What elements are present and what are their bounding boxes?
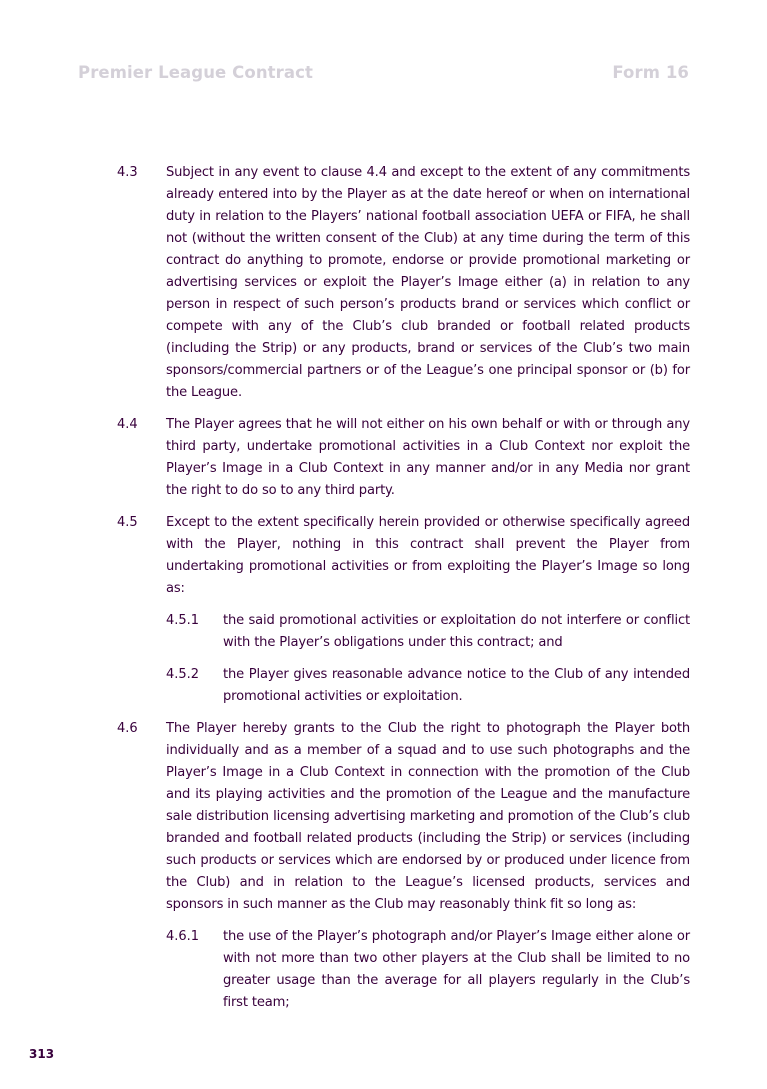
clause-number: 4.3 — [117, 165, 138, 180]
subclause-4-5-2 — [166, 664, 690, 708]
form-number: Form 16 — [612, 63, 689, 82]
subclause-text: the Player gives reasonable advance notice to the Club of any intended promotional activities or exploitation. — [223, 667, 690, 704]
clause-text: Subject in any event to clause 4.4 and except to the extent of any commitments already entered into by the Player as at the date hereof or when on international duty in relation to the Players’ national football association UEFA or FIFA, he shall not (without the written consent of the Club) at any time during the term of this contract do anything to promote, endorse or provide promotional marketing or advertising services or exploit the Player’s Image either (a) in relation to any person in respect of such person’s products brand or services which conflict or compete with any of the Club’s club branded or football related products (including the Strip) or any products, brand or services of the Club’s two main sponsors/commercial partners or of the League’s one principal sponsor or (b) for the League. — [166, 165, 690, 400]
clause-text: Except to the extent specifically herein provided or otherwise specifically agreed with the Player, nothing in this contract shall prevent the Player from undertaking promotional activities or from exploiting the Player’s Image so long as: — [166, 515, 690, 596]
contract-body — [117, 162, 690, 1024]
subclause-4-6-1 — [166, 926, 690, 1014]
clause-number: 4.6 — [117, 721, 138, 736]
clause-text: The Player agrees that he will not either on his own behalf or with or through any third party, undertake promotional activities in a Club Context nor exploit the Player’s Image in a Club Context in any manner and/or in any Media nor grant the right to do so to any third party. — [166, 417, 690, 498]
clause-4-3 — [117, 162, 690, 404]
document-title: Premier League Contract — [78, 63, 313, 82]
clause-4-6 — [117, 718, 690, 1014]
clause-number: 4.5 — [117, 515, 138, 530]
clause-4-5 — [117, 512, 690, 708]
page-header — [78, 63, 689, 85]
subclause-number: 4.6.1 — [166, 929, 200, 944]
subclause-number: 4.5.2 — [166, 667, 200, 682]
subclause-text: the use of the Player’s photograph and/or Player’s Image either alone or with not more than two other players at the Club shall be limited to no greater usage than the average for all players regularly in the Club’s first team; — [223, 929, 690, 1010]
clause-number: 4.4 — [117, 417, 138, 432]
clause-text: The Player hereby grants to the Club the right to photograph the Player both individually and as a member of a squad and to use such photographs and the Player’s Image in a Club Context in connection with the promotion of the Club and its playing activities and the promotion of the League and the manufacture sale distribution licensing advertising marketing and promotion of the Club’s club branded and football related products (including the Strip) or services (including such products or services which are endorsed by or produced under licence from the Club) and in relation to the League’s licensed products, services and sponsors in such manner as the Club may reasonably think fit so long as: — [166, 721, 690, 912]
subclause-4-5-1 — [166, 610, 690, 654]
clause-4-4 — [117, 414, 690, 502]
subclause-number: 4.5.1 — [166, 613, 200, 628]
subclause-text: the said promotional activities or exploitation do not interfere or conflict with the Player’s obligations under this contract; and — [223, 613, 690, 650]
page-number: 313 — [29, 1047, 55, 1061]
